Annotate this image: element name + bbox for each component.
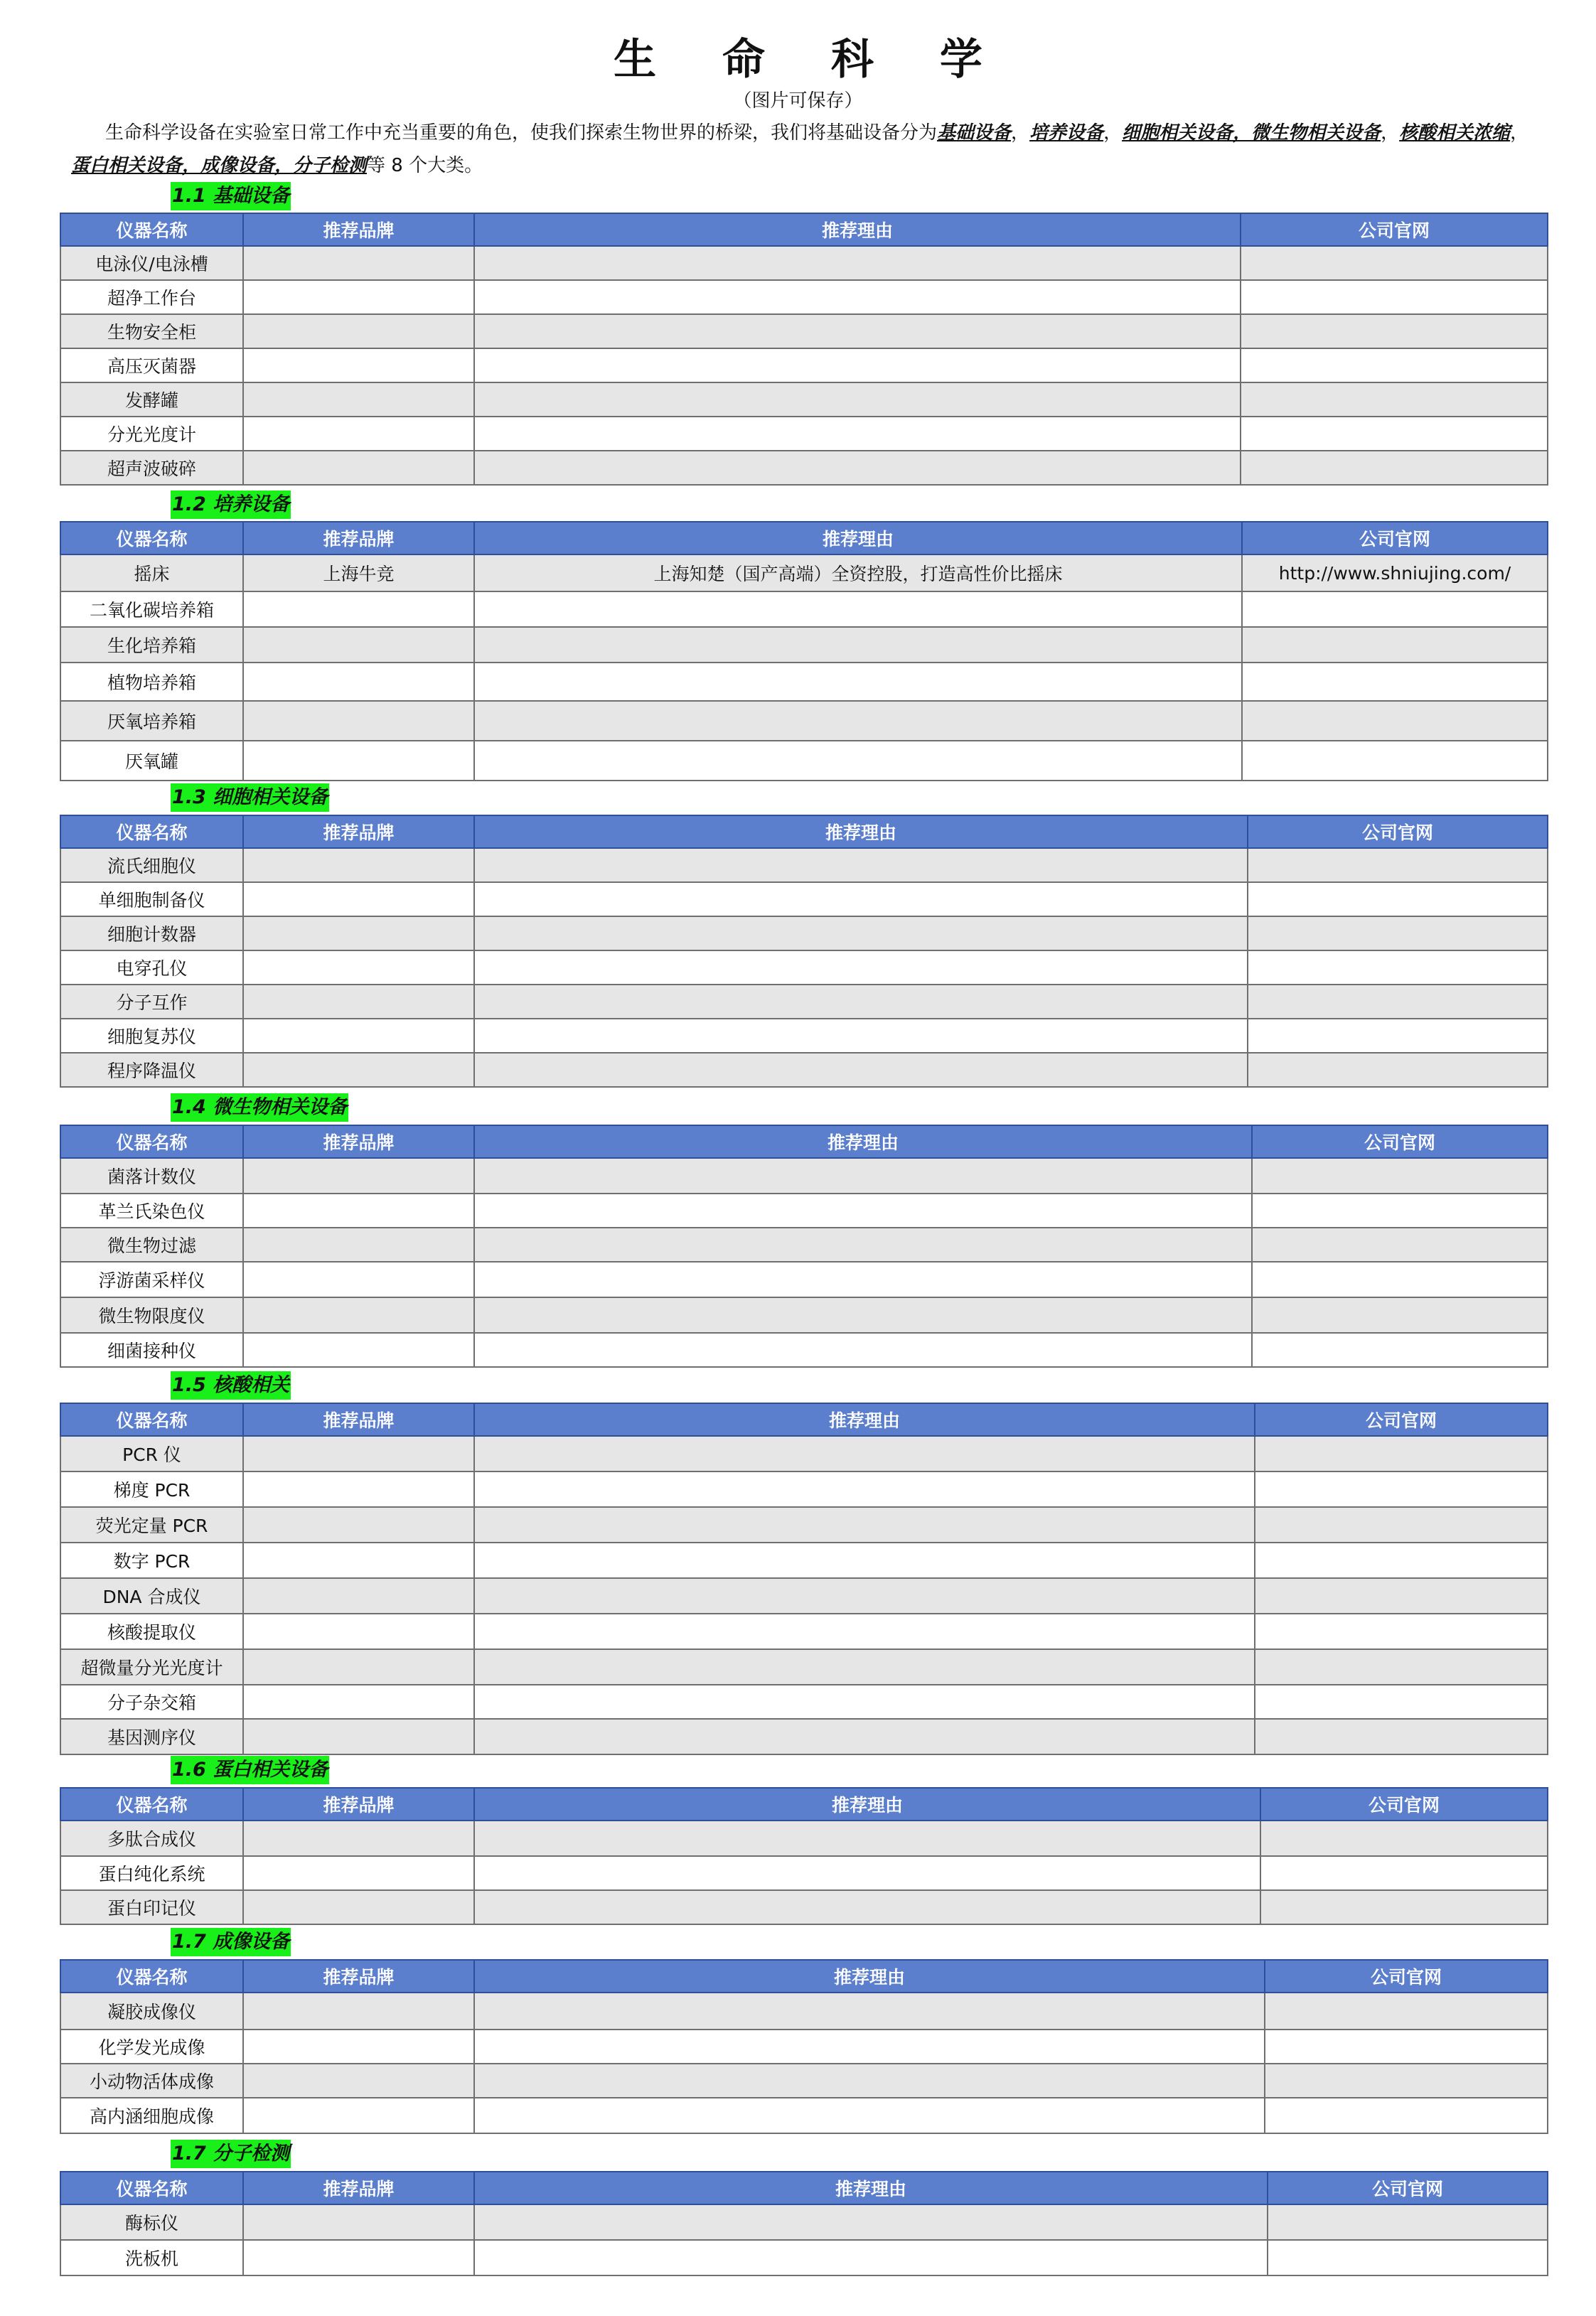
reason-cell — [474, 1436, 1255, 1471]
col-header-website: 公司官网 — [1241, 213, 1548, 246]
brand-cell — [243, 2064, 474, 2098]
reason-cell — [474, 451, 1241, 485]
intro-separator: ， — [1103, 122, 1123, 144]
instrument-name-cell: 高压灭菌器 — [60, 348, 243, 382]
reason-cell — [474, 246, 1241, 280]
table-row — [60, 1685, 1548, 1719]
website-cell — [1255, 1614, 1548, 1649]
instrument-name-cell: 分子杂交箱 — [60, 1685, 243, 1719]
instrument-name-cell: 细菌接种仪 — [60, 1333, 243, 1367]
website-cell — [1248, 950, 1548, 985]
col-header-website: 公司官网 — [1248, 815, 1548, 848]
section-heading: 1.7 分子检测 — [171, 2140, 291, 2168]
intro-keyword: 核酸相关浓缩 — [1399, 122, 1511, 144]
website-cell — [1255, 1685, 1548, 1719]
col-header-instrument: 仪器名称 — [60, 1403, 243, 1436]
table-header-row — [60, 1788, 1548, 1821]
reason-cell — [474, 1297, 1252, 1333]
brand-cell — [243, 663, 474, 701]
table-row — [60, 280, 1548, 314]
brand-cell — [243, 1053, 474, 1087]
website-cell — [1248, 985, 1548, 1019]
brand-cell — [243, 1436, 474, 1471]
equipment-table — [60, 213, 1548, 486]
website-cell — [1252, 1333, 1548, 1367]
brand-cell — [243, 1543, 474, 1578]
website-cell — [1252, 1228, 1548, 1262]
table-row — [60, 1719, 1548, 1754]
website-cell — [1242, 627, 1548, 663]
instrument-name-cell: 厌氧罐 — [60, 741, 243, 781]
reason-cell — [474, 348, 1241, 382]
intro-keyword: 蛋白相关设备，成像设备，分子检测 — [71, 155, 368, 176]
instrument-name-cell: 微生物限度仪 — [60, 1297, 243, 1333]
website-cell — [1255, 1436, 1548, 1471]
col-header-reason: 推荐理由 — [474, 213, 1241, 246]
instrument-name-cell: 分光光度计 — [60, 417, 243, 451]
reason-cell — [474, 985, 1248, 1019]
brand-cell — [243, 950, 474, 985]
instrument-name-cell: PCR 仪 — [60, 1436, 243, 1471]
table-row — [60, 1614, 1548, 1649]
instrument-name-cell: 分子互作 — [60, 985, 243, 1019]
table-row — [60, 246, 1548, 280]
col-header-website: 公司官网 — [1268, 2172, 1548, 2204]
website-cell — [1265, 1993, 1548, 2030]
website-cell — [1260, 1890, 1548, 1924]
brand-cell — [243, 1194, 474, 1228]
intro-text: 等 8 个大类。 — [367, 155, 483, 176]
table-header-row — [60, 1403, 1548, 1436]
brand-cell — [243, 1719, 474, 1754]
brand-cell — [243, 1821, 474, 1856]
reason-cell — [474, 1019, 1248, 1053]
table-row — [60, 1262, 1548, 1297]
intro-separator: ， — [1510, 122, 1529, 144]
col-header-website: 公司官网 — [1255, 1403, 1548, 1436]
reason-cell — [474, 1578, 1255, 1614]
equipment-table — [60, 1787, 1548, 1925]
col-header-website: 公司官网 — [1252, 1125, 1548, 1158]
brand-cell — [243, 1614, 474, 1649]
brand-cell — [243, 417, 474, 451]
table-header-row — [60, 522, 1548, 554]
reason-cell — [474, 627, 1242, 663]
table-row — [60, 1993, 1548, 2030]
equipment-table — [60, 815, 1548, 1088]
equipment-table — [60, 1403, 1548, 1755]
table-row — [60, 1507, 1548, 1543]
brand-cell — [243, 451, 474, 485]
reason-cell — [474, 1507, 1255, 1543]
col-header-reason: 推荐理由 — [474, 1788, 1260, 1821]
brand-cell — [243, 280, 474, 314]
col-header-reason: 推荐理由 — [474, 1960, 1265, 1993]
website-cell — [1242, 741, 1548, 781]
website-cell — [1248, 848, 1548, 882]
col-header-reason: 推荐理由 — [474, 522, 1242, 554]
intro-separator: ， — [1011, 122, 1030, 144]
table-header-row — [60, 2172, 1548, 2204]
table-row — [60, 2204, 1548, 2240]
reason-cell — [474, 1194, 1252, 1228]
reason-cell — [474, 1228, 1252, 1262]
col-header-website: 公司官网 — [1242, 522, 1548, 554]
brand-cell — [243, 314, 474, 348]
col-header-website: 公司官网 — [1265, 1960, 1548, 1993]
section-heading: 1.3 细胞相关设备 — [171, 783, 329, 812]
website-cell — [1255, 1543, 1548, 1578]
brand-cell — [243, 2240, 474, 2275]
col-header-instrument: 仪器名称 — [60, 1788, 243, 1821]
website-cell — [1260, 1856, 1548, 1890]
brand-cell — [243, 1993, 474, 2030]
instrument-name-cell: 数字 PCR — [60, 1543, 243, 1578]
table-row — [60, 591, 1548, 627]
table-row — [60, 1297, 1548, 1333]
col-header-brand: 推荐品牌 — [243, 1125, 474, 1158]
website-cell — [1241, 451, 1548, 485]
equipment-table — [60, 1125, 1548, 1368]
website-cell — [1252, 1194, 1548, 1228]
brand-cell — [243, 1890, 474, 1924]
reason-cell — [474, 1719, 1255, 1754]
table-row — [60, 882, 1548, 916]
reason-cell — [474, 916, 1248, 950]
reason-cell — [474, 1890, 1260, 1924]
website-cell — [1255, 1719, 1548, 1754]
table-row — [60, 916, 1548, 950]
table-row — [60, 2098, 1548, 2133]
website-cell — [1241, 348, 1548, 382]
website-cell — [1252, 1158, 1548, 1194]
website-cell — [1248, 1053, 1548, 1087]
reason-cell — [474, 591, 1242, 627]
reason-cell — [474, 1614, 1255, 1649]
brand-cell — [243, 1578, 474, 1614]
section-heading: 1.4 微生物相关设备 — [171, 1093, 348, 1122]
brand-cell — [243, 916, 474, 950]
reason-cell — [474, 1543, 1255, 1578]
reason-cell — [474, 1856, 1260, 1890]
instrument-name-cell: 微生物过滤 — [60, 1228, 243, 1262]
col-header-reason: 推荐理由 — [474, 2172, 1268, 2204]
brand-cell — [243, 2098, 474, 2133]
reason-cell — [474, 1262, 1252, 1297]
instrument-name-cell: 梯度 PCR — [60, 1471, 243, 1507]
table-row — [60, 1578, 1548, 1614]
brand-cell — [243, 1228, 474, 1262]
table-row — [60, 1856, 1548, 1890]
intro-separator: ， — [1381, 122, 1400, 144]
col-header-website: 公司官网 — [1260, 1788, 1548, 1821]
instrument-name-cell: DNA 合成仪 — [60, 1578, 243, 1614]
table-row — [60, 701, 1548, 741]
instrument-name-cell: 酶标仪 — [60, 2204, 243, 2240]
table-header-row — [60, 213, 1548, 246]
website-cell — [1242, 663, 1548, 701]
table-row — [60, 1333, 1548, 1367]
instrument-name-cell: 蛋白纯化系统 — [60, 1856, 243, 1890]
reason-cell — [474, 1333, 1252, 1367]
website-cell[interactable]: http://www.shniujing.com/ — [1242, 554, 1548, 591]
section-heading: 1.5 核酸相关 — [171, 1371, 291, 1400]
brand-cell — [243, 1158, 474, 1194]
brand-cell — [243, 1685, 474, 1719]
website-cell — [1265, 2064, 1548, 2098]
table-row — [60, 1821, 1548, 1856]
page-subtitle: （图片可保存） — [733, 90, 863, 112]
table-row — [60, 382, 1548, 417]
reason-cell — [474, 663, 1242, 701]
reason-cell — [474, 1649, 1255, 1685]
instrument-name-cell: 超声波破碎 — [60, 451, 243, 485]
table-header-row — [60, 1125, 1548, 1158]
brand-cell — [243, 741, 474, 781]
table-row — [60, 314, 1548, 348]
section-heading: 1.7 成像设备 — [171, 1928, 291, 1956]
table-row — [60, 1436, 1548, 1471]
intro-line-2 — [71, 149, 1550, 182]
brand-cell — [243, 2204, 474, 2240]
section-heading: 1.1 基础设备 — [171, 182, 291, 210]
reason-cell — [474, 950, 1248, 985]
table-row — [60, 2030, 1548, 2064]
website-cell — [1268, 2240, 1548, 2275]
brand-cell — [243, 1649, 474, 1685]
website-cell — [1241, 314, 1548, 348]
reason-cell — [474, 1685, 1255, 1719]
website-cell — [1248, 916, 1548, 950]
reason-cell — [474, 1471, 1255, 1507]
instrument-name-cell: 厌氧培养箱 — [60, 701, 243, 741]
table-row — [60, 741, 1548, 781]
brand-cell — [243, 701, 474, 741]
instrument-name-cell: 蛋白印记仪 — [60, 1890, 243, 1924]
reason-cell — [474, 1158, 1252, 1194]
instrument-name-cell: 生物安全柜 — [60, 314, 243, 348]
brand-cell — [243, 1262, 474, 1297]
table-row — [60, 848, 1548, 882]
reason-cell — [474, 314, 1241, 348]
instrument-name-cell: 高内涵细胞成像 — [60, 2098, 243, 2133]
table-row — [60, 554, 1548, 591]
website-cell — [1248, 1019, 1548, 1053]
equipment-table — [60, 1959, 1548, 2134]
table-row — [60, 1890, 1548, 1924]
brand-cell — [243, 2030, 474, 2064]
col-header-reason: 推荐理由 — [474, 1403, 1255, 1436]
website-cell — [1241, 382, 1548, 417]
reason-cell — [474, 382, 1241, 417]
page-title: 生 命 科 学 — [614, 35, 1008, 85]
equipment-table — [60, 521, 1548, 781]
instrument-name-cell: 电泳仪/电泳槽 — [60, 246, 243, 280]
brand-cell — [243, 1019, 474, 1053]
instrument-name-cell: 化学发光成像 — [60, 2030, 243, 2064]
website-cell — [1265, 2098, 1548, 2133]
instrument-name-cell: 流氏细胞仪 — [60, 848, 243, 882]
intro-keyword: 细胞相关设备，微生物相关设备 — [1122, 122, 1381, 144]
table-header-row — [60, 815, 1548, 848]
website-cell — [1260, 1821, 1548, 1856]
instrument-name-cell: 凝胶成像仪 — [60, 1993, 243, 2030]
instrument-name-cell: 二氧化碳培养箱 — [60, 591, 243, 627]
website-cell — [1241, 280, 1548, 314]
instrument-name-cell: 发酵罐 — [60, 382, 243, 417]
reason-cell — [474, 741, 1242, 781]
col-header-brand: 推荐品牌 — [243, 522, 474, 554]
brand-cell — [243, 246, 474, 280]
instrument-name-cell: 超微量分光光度计 — [60, 1649, 243, 1685]
section-heading: 1.2 培养设备 — [171, 490, 291, 519]
brand-cell — [243, 348, 474, 382]
col-header-brand: 推荐品牌 — [243, 1788, 474, 1821]
instrument-name-cell: 摇床 — [60, 554, 243, 591]
reason-cell — [474, 848, 1248, 882]
instrument-name-cell: 浮游菌采样仪 — [60, 1262, 243, 1297]
reason-cell — [474, 1053, 1248, 1087]
website-cell — [1248, 882, 1548, 916]
section-heading: 1.6 蛋白相关设备 — [171, 1756, 329, 1784]
reason-cell — [474, 280, 1241, 314]
brand-cell — [243, 1507, 474, 1543]
col-header-brand: 推荐品牌 — [243, 213, 474, 246]
reason-cell — [474, 701, 1242, 741]
table-row — [60, 2064, 1548, 2098]
brand-cell — [243, 848, 474, 882]
col-header-instrument: 仪器名称 — [60, 1960, 243, 1993]
website-cell — [1242, 591, 1548, 627]
brand-cell: 上海牛竞 — [243, 554, 474, 591]
reason-cell — [474, 1993, 1265, 2030]
reason-cell — [474, 2098, 1265, 2133]
instrument-name-cell: 单细胞制备仪 — [60, 882, 243, 916]
col-header-instrument: 仪器名称 — [60, 213, 243, 246]
brand-cell — [243, 1471, 474, 1507]
reason-cell: 上海知楚（国产高端）全资控股，打造高性价比摇床 — [474, 554, 1242, 591]
instrument-name-cell: 电穿孔仪 — [60, 950, 243, 985]
website-cell — [1241, 417, 1548, 451]
table-row — [60, 1019, 1548, 1053]
instrument-name-cell: 超净工作台 — [60, 280, 243, 314]
brand-cell — [243, 627, 474, 663]
table-row — [60, 1158, 1548, 1194]
table-row — [60, 1228, 1548, 1262]
website-cell — [1255, 1471, 1548, 1507]
intro-keyword: 基础设备 — [937, 122, 1012, 144]
website-cell — [1255, 1507, 1548, 1543]
reason-cell — [474, 2240, 1268, 2275]
instrument-name-cell: 植物培养箱 — [60, 663, 243, 701]
table-row — [60, 1471, 1548, 1507]
brand-cell — [243, 985, 474, 1019]
col-header-reason: 推荐理由 — [474, 815, 1248, 848]
brand-cell — [243, 1333, 474, 1367]
reason-cell — [474, 417, 1241, 451]
equipment-table — [60, 2171, 1548, 2276]
table-row — [60, 417, 1548, 451]
instrument-name-cell: 生化培养箱 — [60, 627, 243, 663]
reason-cell — [474, 2030, 1265, 2064]
col-header-brand: 推荐品牌 — [243, 815, 474, 848]
website-cell — [1255, 1578, 1548, 1614]
website-cell — [1242, 701, 1548, 741]
col-header-instrument: 仪器名称 — [60, 2172, 243, 2204]
instrument-name-cell: 基因测序仪 — [60, 1719, 243, 1754]
reason-cell — [474, 2204, 1268, 2240]
website-cell — [1241, 246, 1548, 280]
instrument-name-cell: 小动物活体成像 — [60, 2064, 243, 2098]
instrument-name-cell: 洗板机 — [60, 2240, 243, 2275]
table-header-row — [60, 1960, 1548, 1993]
brand-cell — [243, 882, 474, 916]
website-cell — [1255, 1649, 1548, 1685]
intro-line-1 — [71, 117, 1550, 149]
table-row — [60, 950, 1548, 985]
brand-cell — [243, 1856, 474, 1890]
intro-text: 生命科学设备在实验室日常工作中充当重要的角色，使我们探索生物世界的桥梁，我们将基础设备分为 — [105, 122, 938, 144]
instrument-name-cell: 细胞复苏仪 — [60, 1019, 243, 1053]
table-row — [60, 627, 1548, 663]
reason-cell — [474, 1821, 1260, 1856]
col-header-instrument: 仪器名称 — [60, 1125, 243, 1158]
instrument-name-cell: 荧光定量 PCR — [60, 1507, 243, 1543]
col-header-reason: 推荐理由 — [474, 1125, 1252, 1158]
website-cell — [1252, 1297, 1548, 1333]
website-cell — [1265, 2030, 1548, 2064]
reason-cell — [474, 882, 1248, 916]
intro-keyword: 培养设备 — [1029, 122, 1104, 144]
table-row — [60, 985, 1548, 1019]
col-header-brand: 推荐品牌 — [243, 2172, 474, 2204]
table-row — [60, 1053, 1548, 1087]
col-header-brand: 推荐品牌 — [243, 1403, 474, 1436]
reason-cell — [474, 2064, 1265, 2098]
brand-cell — [243, 591, 474, 627]
col-header-brand: 推荐品牌 — [243, 1960, 474, 1993]
brand-cell — [243, 1297, 474, 1333]
instrument-name-cell: 多肽合成仪 — [60, 1821, 243, 1856]
table-row — [60, 1649, 1548, 1685]
instrument-name-cell: 菌落计数仪 — [60, 1158, 243, 1194]
table-row — [60, 451, 1548, 485]
col-header-instrument: 仪器名称 — [60, 815, 243, 848]
instrument-name-cell: 革兰氏染色仪 — [60, 1194, 243, 1228]
col-header-instrument: 仪器名称 — [60, 522, 243, 554]
table-row — [60, 1543, 1548, 1578]
table-row — [60, 2240, 1548, 2275]
intro-paragraph — [71, 117, 1550, 182]
table-row — [60, 663, 1548, 701]
instrument-name-cell: 细胞计数器 — [60, 916, 243, 950]
table-row — [60, 348, 1548, 382]
website-cell — [1268, 2204, 1548, 2240]
table-row — [60, 1194, 1548, 1228]
instrument-name-cell: 程序降温仪 — [60, 1053, 243, 1087]
instrument-name-cell: 核酸提取仪 — [60, 1614, 243, 1649]
website-cell — [1252, 1262, 1548, 1297]
brand-cell — [243, 382, 474, 417]
